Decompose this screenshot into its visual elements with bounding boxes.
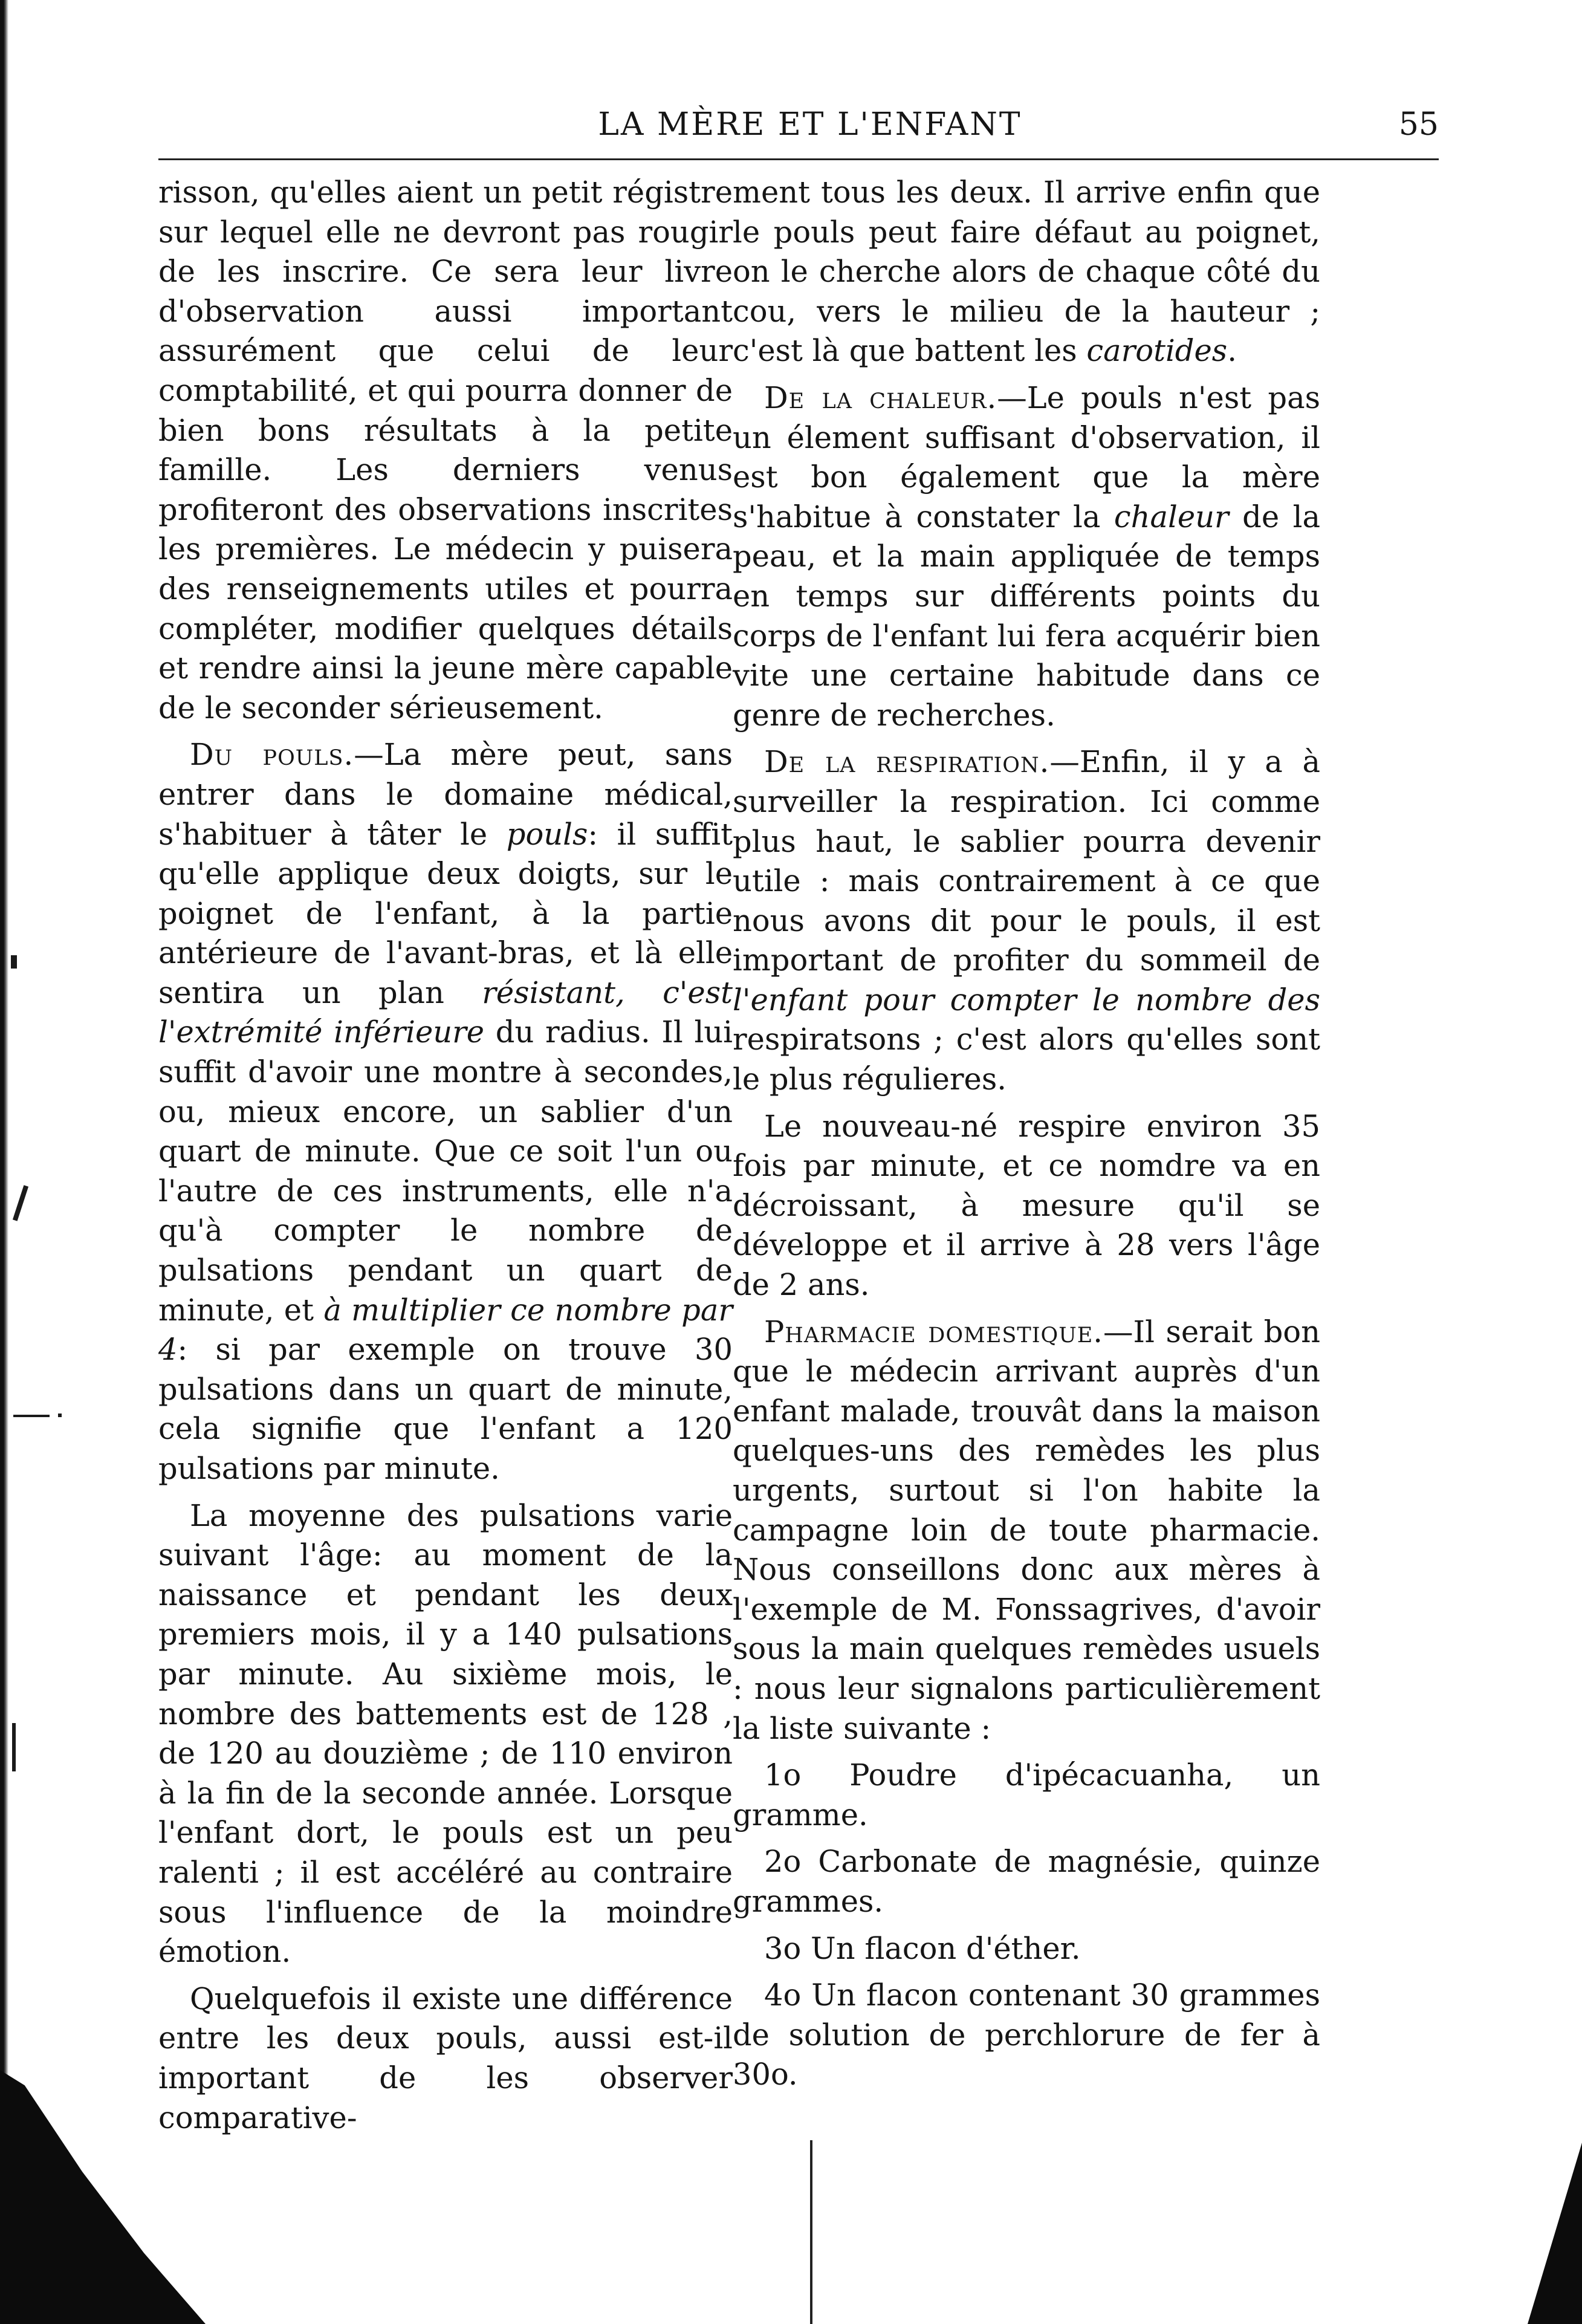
italic-run: à multiplier ce nombre par 4 <box>158 1292 733 1368</box>
header-rule <box>158 158 1439 160</box>
page-number: 55 <box>1398 106 1439 143</box>
section-heading-pharmacy: Pharmacie domestique. <box>764 1314 1104 1349</box>
paragraph-observation-book: risson, qu'elles aient un petit régistre sur lequel elle ne devront pas rougir de les inscrire. Ce sera leur livre d'observation aussi important assurément que celui de leur comptabilité, et qui pourra donner de bien bons résultats à la petite famille. Les derniers venus profiteront des observations inscrites les premières. Le médecin y puisera des renseignements utiles et pourra compléter, modifier quelques détails et rendre ainsi la jeune mère capable de le seconder sérieusement. <box>158 175 733 725</box>
scan-mark-bottom <box>810 2140 812 2324</box>
margin-speck <box>13 1415 50 1417</box>
italic-run: pouls <box>506 816 588 852</box>
text-run: respiratsons ; c'est alors qu'elles sont le plus régulieres. <box>733 1022 1320 1097</box>
paragraph-pharmacy <box>733 1313 1320 1749</box>
paragraph-pulse-difference: Quelquefois il existe une différence entre les deux pouls, aussi est-il important de les observer comparative- <box>158 1981 733 2135</box>
margin-speck <box>12 1723 16 1771</box>
paragraph-respiration <box>733 742 1320 1099</box>
binding-edge <box>0 0 8 2324</box>
text-run: —Enfin, il y a à surveiller la respiration. Ici comme plus haut, le sablier pourra devenir utile : mais contrairement à ce que nous avons dit pour le pouls, il est important de profiter du sommeil de <box>733 744 1321 978</box>
list-item: 2o Carbonate de magnésie, quinze grammes. <box>733 1844 1320 1919</box>
running-title: LA MÈRE ET L'ENFANT <box>598 106 1022 143</box>
text-run: de la peau, et la main appliquée de temps en temps sur différents points du corps de l'enfant lui fera acquérir bien vite une certaine habitude dans ce genre de recherches. <box>733 499 1321 733</box>
running-head <box>181 106 1439 155</box>
scan-shadow-bottom-right <box>1528 2143 1582 2324</box>
text-run: —La mère peut, sans entrer dans le domaine médical, s'habituer à tâter le <box>158 737 733 852</box>
italic-run: l'enfant pour compter le nombre des <box>733 982 1320 1018</box>
margin-speck <box>13 1185 28 1221</box>
italic-run: chaleur <box>1114 499 1229 534</box>
section-heading-pulse: Du pouls. <box>190 737 354 773</box>
margin-speck <box>11 955 17 969</box>
paragraph-pulse <box>158 735 733 1488</box>
text-run: : si par exemple on trouve 30 pulsations dans un quart de minute, cela signifie que l'enfant a 120 pulsations par minute. <box>158 1332 733 1486</box>
right-column <box>733 173 1320 2102</box>
text-run: : il suffit qu'elle applique deux doigts, sur le poignet de l'enfant, à la partie antérieure de l'avant-bras, et là elle sentira un plan <box>158 816 733 1010</box>
text-run: ment tous les deux. Il arrive enfin que le pouls peut faire défaut au poignet, on le cherche alors de chaque côté du cou, vers le milieu de la hauteur ; c'est là que battent les <box>733 175 1320 369</box>
paragraph-newborn-breathing: Le nouveau-né respire environ 35 fois par minute, et ce nomdre va en décroissant, à mesure qu'il se développe et il arrive à 28 vers l'âge de 2 ans. <box>733 1108 1320 1303</box>
paragraph-carotides <box>733 173 1320 371</box>
section-heading-heat: De la chaleur. <box>764 380 997 415</box>
list-item: 3o Un flacon d'éther. <box>764 1930 1081 1966</box>
section-heading-respiration: De la respiration. <box>764 744 1050 780</box>
left-column <box>158 173 733 2145</box>
list-item: 4o Un flacon contenant 30 grammes de solution de perchlorure de fer à 30o. <box>733 1978 1320 2092</box>
text-run: . <box>1227 333 1237 369</box>
margin-speck <box>58 1414 62 1417</box>
paragraph-heat <box>733 378 1320 735</box>
italic-run: résistant, c'est l'extrémité inférieure <box>158 975 733 1050</box>
text-run: —Il serait bon que le médecin arrivant auprès d'un enfant malade, trouvât dans la maison quelques-uns des remèdes les plus urgents, surtout si l'on habite la campagne loin de toute pharmacie. Nous conseillons donc aux mères à l'exemple de M. Fonssagrives, d'avoir sous la main quelques remèdes usuels : nous leur signalons particulièrement la liste suivante : <box>733 1314 1320 1746</box>
italic-run: carotides <box>1086 333 1228 369</box>
list-item: 1o Poudre d'ipécacuanha, un gramme. <box>733 1758 1320 1832</box>
text-run: —Le pouls n'est pas un élement suffisant d'observation, il est bon également que la mère s'habitue à constater la <box>733 380 1320 534</box>
text-run: du radius. Il lui suffit d'avoir une montre à secondes, ou, mieux encore, un sablier d'un quart de minute. Que ce soit l'un ou l'autre de ces instruments, elle n'a qu'à compter le nombre de pulsations pendant un quart de minute, et <box>158 1014 733 1328</box>
paragraph-pulse-average: La moyenne des pulsations varie suivant l'âge: au moment de la naissance et pendant les deux premiers mois, il y a 140 pulsations par minute. Au sixième mois, le nombre des battements est de 128 , de 120 au douzième ; de 110 environ à la fin de la seconde année. Lorsque l'enfant dort, le pouls est un peu ralenti ; il est accéléré au contraire sous l'influence de la moindre émotion. <box>158 1498 733 1970</box>
